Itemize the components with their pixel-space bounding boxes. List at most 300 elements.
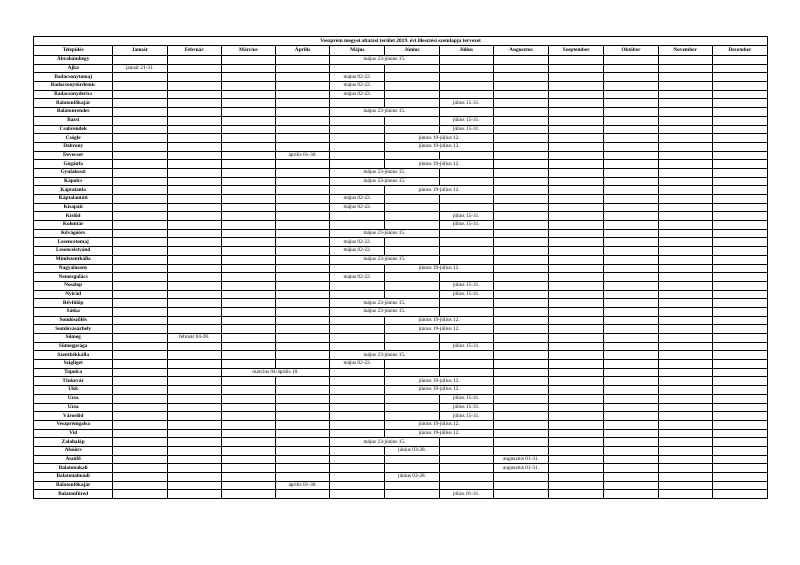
empty-cell	[275, 473, 329, 482]
empty-cell	[113, 125, 167, 134]
empty-cell	[493, 168, 548, 177]
empty-cell	[658, 73, 712, 82]
schedule-period: június 03-28.	[385, 446, 439, 455]
empty-cell	[604, 342, 658, 351]
empty-cell	[549, 490, 604, 499]
empty-cell	[493, 438, 548, 447]
empty-cell	[275, 203, 329, 212]
empty-cell	[549, 290, 604, 299]
month-header: Augusztus	[493, 46, 548, 56]
empty-cell	[549, 168, 604, 177]
empty-cell	[385, 64, 439, 73]
empty-cell	[113, 481, 167, 490]
empty-cell	[113, 247, 167, 256]
town-name: Balatonalmádi	[34, 473, 113, 482]
table-row	[34, 446, 768, 455]
empty-cell	[221, 99, 275, 108]
table-row	[34, 203, 768, 212]
empty-cell	[493, 394, 548, 403]
empty-cell	[439, 229, 493, 238]
empty-cell	[330, 290, 385, 299]
empty-cell	[167, 195, 221, 204]
empty-cell	[658, 368, 712, 377]
schedule-period: május 23-június 15.	[330, 351, 439, 360]
empty-cell	[712, 238, 767, 247]
empty-cell	[549, 316, 604, 325]
empty-cell	[712, 299, 767, 308]
empty-cell	[167, 377, 221, 386]
empty-cell	[493, 229, 548, 238]
empty-cell	[221, 255, 275, 264]
town-name: Ábrahámhegy	[34, 56, 113, 65]
empty-cell	[439, 82, 493, 91]
empty-cell	[439, 238, 493, 247]
empty-cell	[167, 73, 221, 82]
empty-cell	[330, 464, 385, 473]
empty-cell	[221, 342, 275, 351]
empty-cell	[113, 186, 167, 195]
empty-cell	[493, 108, 548, 117]
town-name: Csögle	[34, 134, 113, 143]
empty-cell	[549, 160, 604, 169]
empty-cell	[712, 446, 767, 455]
empty-cell	[113, 273, 167, 282]
town-name: Vid	[34, 429, 113, 438]
empty-cell	[439, 64, 493, 73]
schedule-period: május 02-22.	[330, 195, 385, 204]
empty-cell	[604, 307, 658, 316]
empty-cell	[549, 273, 604, 282]
empty-cell	[712, 99, 767, 108]
empty-cell	[167, 307, 221, 316]
empty-cell	[275, 168, 329, 177]
month-header: Szeptember	[549, 46, 604, 56]
empty-cell	[113, 212, 167, 221]
empty-cell	[658, 160, 712, 169]
empty-cell	[221, 229, 275, 238]
empty-cell	[493, 116, 548, 125]
empty-cell	[113, 325, 167, 334]
empty-cell	[493, 273, 548, 282]
empty-cell	[604, 264, 658, 273]
empty-cell	[604, 151, 658, 160]
table-row	[34, 125, 768, 134]
empty-cell	[549, 142, 604, 151]
table-row	[34, 455, 768, 464]
empty-cell	[658, 360, 712, 369]
empty-cell	[604, 446, 658, 455]
month-header: Március	[221, 46, 275, 56]
empty-cell	[549, 64, 604, 73]
empty-cell	[604, 212, 658, 221]
empty-cell	[439, 481, 493, 490]
empty-cell	[493, 403, 548, 412]
empty-cell	[113, 490, 167, 499]
empty-cell	[549, 394, 604, 403]
schedule-period: június 19-július 12.	[385, 160, 493, 169]
empty-cell	[658, 299, 712, 308]
empty-cell	[167, 273, 221, 282]
empty-cell	[658, 455, 712, 464]
town-name: Noszlop	[34, 281, 113, 290]
empty-cell	[221, 281, 275, 290]
table-row	[34, 151, 768, 160]
town-name: Szigliget	[34, 360, 113, 369]
table-row	[34, 108, 768, 117]
empty-cell	[113, 351, 167, 360]
empty-cell	[658, 195, 712, 204]
empty-cell	[385, 247, 439, 256]
empty-cell	[604, 403, 658, 412]
empty-cell	[385, 125, 439, 134]
empty-cell	[221, 273, 275, 282]
empty-cell	[549, 82, 604, 91]
empty-cell	[221, 247, 275, 256]
empty-cell	[549, 90, 604, 99]
empty-cell	[221, 56, 275, 65]
empty-cell	[604, 394, 658, 403]
empty-cell	[712, 64, 767, 73]
empty-cell	[604, 221, 658, 230]
town-name: Balatonfőkajár	[34, 481, 113, 490]
empty-cell	[439, 307, 493, 316]
table-row	[34, 290, 768, 299]
month-header: December	[712, 46, 767, 56]
empty-cell	[275, 273, 329, 282]
empty-cell	[604, 325, 658, 334]
empty-cell	[275, 490, 329, 499]
empty-cell	[712, 290, 767, 299]
empty-cell	[604, 334, 658, 343]
town-name: Káptalantóti	[34, 195, 113, 204]
table-row	[34, 334, 768, 343]
empty-cell	[493, 151, 548, 160]
empty-cell	[167, 394, 221, 403]
month-header: Május	[330, 46, 385, 56]
schedule-period: június 19-július 12.	[385, 429, 493, 438]
empty-cell	[549, 299, 604, 308]
empty-cell	[549, 403, 604, 412]
empty-cell	[167, 438, 221, 447]
empty-cell	[167, 116, 221, 125]
empty-cell	[604, 438, 658, 447]
empty-cell	[167, 168, 221, 177]
empty-cell	[275, 446, 329, 455]
empty-cell	[658, 168, 712, 177]
table-row	[34, 273, 768, 282]
empty-cell	[439, 446, 493, 455]
empty-cell	[439, 255, 493, 264]
empty-cell	[385, 455, 439, 464]
table-row	[34, 394, 768, 403]
empty-cell	[658, 377, 712, 386]
table-row	[34, 142, 768, 151]
empty-cell	[275, 64, 329, 73]
month-header: Július	[439, 46, 493, 56]
empty-cell	[712, 316, 767, 325]
empty-cell	[493, 377, 548, 386]
empty-cell	[712, 142, 767, 151]
empty-cell	[113, 360, 167, 369]
month-header: Április	[275, 46, 329, 56]
empty-cell	[658, 273, 712, 282]
schedule-period: június 19-július 12.	[385, 325, 493, 334]
empty-cell	[330, 212, 385, 221]
empty-cell	[113, 160, 167, 169]
table-row	[34, 134, 768, 143]
empty-cell	[604, 455, 658, 464]
empty-cell	[493, 325, 548, 334]
schedule-period: július 15-31.	[439, 116, 493, 125]
empty-cell	[658, 90, 712, 99]
empty-cell	[221, 160, 275, 169]
empty-cell	[113, 90, 167, 99]
empty-cell	[167, 134, 221, 143]
empty-cell	[493, 238, 548, 247]
town-name: Szentbékkálla	[34, 351, 113, 360]
empty-cell	[493, 429, 548, 438]
empty-cell	[604, 73, 658, 82]
empty-cell	[604, 420, 658, 429]
empty-cell	[549, 203, 604, 212]
empty-cell	[712, 281, 767, 290]
empty-cell	[385, 99, 439, 108]
table-row	[34, 368, 768, 377]
empty-cell	[275, 455, 329, 464]
table-row	[34, 177, 768, 186]
table-row	[34, 299, 768, 308]
empty-cell	[549, 125, 604, 134]
empty-cell	[275, 299, 329, 308]
empty-cell	[439, 368, 493, 377]
table-row	[34, 360, 768, 369]
empty-cell	[549, 56, 604, 65]
empty-cell	[275, 342, 329, 351]
empty-cell	[549, 108, 604, 117]
empty-cell	[549, 377, 604, 386]
table-row	[34, 186, 768, 195]
empty-cell	[221, 73, 275, 82]
town-name: Révfülöp	[34, 299, 113, 308]
empty-cell	[493, 360, 548, 369]
town-name: Lesencetomaj	[34, 238, 113, 247]
town-name: Lesenceistvánd	[34, 247, 113, 256]
empty-cell	[439, 203, 493, 212]
schedule-period: május 23-június 15.	[330, 229, 439, 238]
empty-cell	[221, 429, 275, 438]
empty-cell	[658, 420, 712, 429]
empty-cell	[439, 90, 493, 99]
town-name: Mindszentkálla	[34, 255, 113, 264]
empty-cell	[275, 351, 329, 360]
empty-cell	[549, 429, 604, 438]
empty-cell	[330, 412, 385, 421]
empty-cell	[712, 325, 767, 334]
empty-cell	[658, 255, 712, 264]
schedule-period: augusztus 01-31.	[493, 455, 548, 464]
empty-cell	[439, 108, 493, 117]
empty-cell	[167, 203, 221, 212]
table-row	[34, 377, 768, 386]
town-name: Ukk	[34, 386, 113, 395]
empty-cell	[439, 247, 493, 256]
empty-cell	[549, 351, 604, 360]
table-row	[34, 56, 768, 65]
empty-cell	[275, 247, 329, 256]
empty-cell	[439, 177, 493, 186]
empty-cell	[221, 334, 275, 343]
town-name: Csabrendek	[34, 125, 113, 134]
schedule-period: július 15-31.	[439, 403, 493, 412]
town-name: Kolontár	[34, 221, 113, 230]
table-row	[34, 195, 768, 204]
schedule-period: április 01-30.	[275, 151, 329, 160]
schedule-period: május 23-június 15.	[330, 108, 439, 117]
empty-cell	[167, 186, 221, 195]
empty-cell	[221, 212, 275, 221]
empty-cell	[330, 116, 385, 125]
empty-cell	[167, 99, 221, 108]
empty-cell	[275, 221, 329, 230]
empty-cell	[275, 134, 329, 143]
empty-cell	[712, 377, 767, 386]
empty-cell	[658, 64, 712, 73]
table-row	[34, 403, 768, 412]
empty-cell	[167, 151, 221, 160]
empty-cell	[493, 134, 548, 143]
empty-cell	[658, 438, 712, 447]
empty-cell	[221, 142, 275, 151]
town-name: Nagyalásony	[34, 264, 113, 273]
town-name: Nemesgulács	[34, 273, 113, 282]
empty-cell	[330, 386, 385, 395]
empty-cell	[658, 99, 712, 108]
empty-cell	[113, 99, 167, 108]
empty-cell	[275, 56, 329, 65]
empty-cell	[604, 229, 658, 238]
empty-cell	[604, 281, 658, 290]
empty-cell	[712, 186, 767, 195]
empty-cell	[439, 464, 493, 473]
empty-cell	[385, 281, 439, 290]
town-name: Bazsi	[34, 116, 113, 125]
empty-cell	[493, 316, 548, 325]
empty-cell	[113, 403, 167, 412]
empty-cell	[275, 281, 329, 290]
empty-cell	[167, 446, 221, 455]
table-row	[34, 281, 768, 290]
empty-cell	[712, 212, 767, 221]
empty-cell	[712, 56, 767, 65]
empty-cell	[493, 446, 548, 455]
empty-cell	[221, 420, 275, 429]
empty-cell	[385, 481, 439, 490]
empty-cell	[167, 368, 221, 377]
empty-cell	[113, 420, 167, 429]
empty-cell	[439, 438, 493, 447]
empty-cell	[439, 299, 493, 308]
empty-cell	[221, 64, 275, 73]
empty-cell	[167, 255, 221, 264]
empty-cell	[493, 125, 548, 134]
empty-cell	[167, 64, 221, 73]
empty-cell	[604, 247, 658, 256]
schedule-period: május 23-június 15.	[330, 255, 439, 264]
schedule-period: május 23-június 15.	[330, 438, 439, 447]
empty-cell	[712, 420, 767, 429]
empty-cell	[493, 90, 548, 99]
empty-cell	[493, 412, 548, 421]
empty-cell	[604, 108, 658, 117]
table-row	[34, 82, 768, 91]
empty-cell	[439, 455, 493, 464]
empty-cell	[221, 290, 275, 299]
empty-cell	[439, 351, 493, 360]
empty-cell	[712, 438, 767, 447]
empty-cell	[604, 168, 658, 177]
empty-cell	[221, 325, 275, 334]
empty-cell	[167, 299, 221, 308]
schedule-period: július 15-31.	[439, 394, 493, 403]
empty-cell	[113, 255, 167, 264]
empty-cell	[330, 142, 385, 151]
empty-cell	[549, 195, 604, 204]
empty-cell	[658, 212, 712, 221]
empty-cell	[439, 73, 493, 82]
schedule-period: május 23-június 15.	[330, 177, 439, 186]
table-row	[34, 481, 768, 490]
empty-cell	[604, 273, 658, 282]
empty-cell	[385, 221, 439, 230]
empty-cell	[275, 360, 329, 369]
month-header: Október	[604, 46, 658, 56]
empty-cell	[221, 412, 275, 421]
empty-cell	[221, 307, 275, 316]
empty-cell	[275, 412, 329, 421]
table-row	[34, 420, 768, 429]
schedule-period: július 15-31.	[439, 342, 493, 351]
empty-cell	[604, 377, 658, 386]
empty-cell	[113, 116, 167, 125]
empty-cell	[275, 464, 329, 473]
empty-cell	[113, 82, 167, 91]
empty-cell	[549, 334, 604, 343]
schedule-period: július 15-31.	[439, 290, 493, 299]
empty-cell	[113, 412, 167, 421]
empty-cell	[167, 108, 221, 117]
empty-cell	[604, 386, 658, 395]
empty-cell	[712, 351, 767, 360]
empty-cell	[330, 281, 385, 290]
empty-cell	[167, 212, 221, 221]
empty-cell	[167, 455, 221, 464]
empty-cell	[549, 247, 604, 256]
empty-cell	[113, 386, 167, 395]
table-row	[34, 342, 768, 351]
empty-cell	[549, 438, 604, 447]
empty-cell	[604, 160, 658, 169]
empty-cell	[221, 108, 275, 117]
empty-cell	[604, 134, 658, 143]
empty-cell	[658, 412, 712, 421]
empty-cell	[493, 186, 548, 195]
empty-cell	[167, 264, 221, 273]
empty-cell	[385, 360, 439, 369]
empty-cell	[604, 368, 658, 377]
empty-cell	[275, 177, 329, 186]
empty-cell	[385, 290, 439, 299]
table-row	[34, 99, 768, 108]
